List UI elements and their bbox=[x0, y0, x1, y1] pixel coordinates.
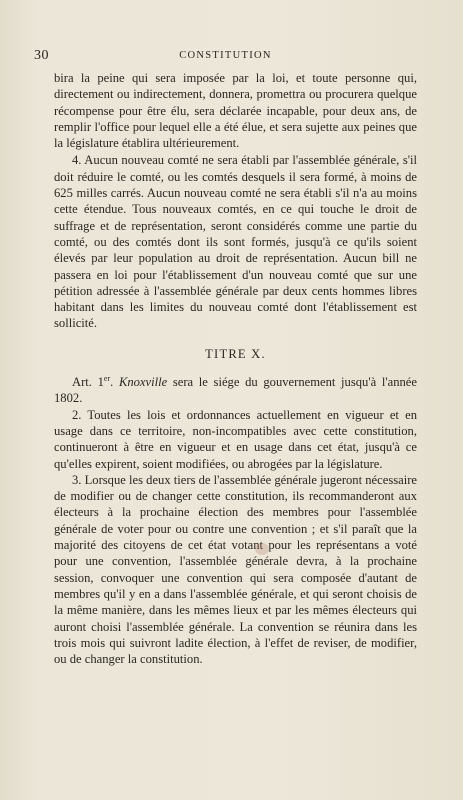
running-title: CONSTITUTION bbox=[179, 50, 272, 61]
article-1-text: sera le siége du gouvernement jusqu'à l'année 1802. bbox=[54, 375, 417, 406]
paragraph-article-2: 2. Toutes les lois et ordonnances actuellement en vigueur et en usage dans ce territoire, non-incompatibles avec cette constitution, continueront à être en vigueur et en usage dans cet état, jusqu'à ce qu'elles expirent, soient modifiées, ou abrogées par la législature. bbox=[54, 407, 417, 471]
section-heading: TITRE X. bbox=[205, 346, 266, 361]
page-body bbox=[54, 70, 417, 667]
paragraph-article-4: 4. Aucun nouveau comté ne sera établi par l'assemblée générale, s'il doit réduire le comté, ou les comtés desquels il sera formé, à moins de 625 milles carrés. Aucun nouveau comté ne sera établi s'il n'a au moins cette étendue. Tous nouveaux comtés, en ce qui touche le droit de suffrage et de représentation, seront considérés comme une partie du comté, ou des comtés dont ils sont formés, jusqu'à ce qu'ils soient élevés par leur population au droit de représentation. Aucun bill ne passera en loi pour l'établissement d'un nouveau comté que sur une pétition adressée à l'assemblée générale par deux cents hommes libres habitant dans les limites du nouveau comté dont l'établissement est sollicité. bbox=[54, 153, 417, 331]
article-1-label: Art. 1er. bbox=[72, 373, 119, 390]
paragraph-article-1 bbox=[54, 374, 417, 407]
paper-stain bbox=[255, 543, 269, 555]
paragraph-article-3: 3. Lorsque les deux tiers de l'assemblée générale jugeront nécessaire de modifier ou de changer cette constitution, ils recommanderont aux électeurs à la prochaine élection des membres pour l'assemblée générale de voter pour ou contre une convention ; et s'il paraît que la majorité des citoyens de cet état votant pour les représentans a voté pour une convention, l'assemblée générale devra, à la prochaine session, convoquer une convention qui sera composée d'autant de membres qu'il y en a dans l'assemblée générale, et qui seront choisis de la même manière, dans les mêmes lieux et par les mêmes électeurs qui auront choisi l'assemblée générale. La convention se réunira dans les trois mois qui suivront ladite élection, à l'effet de reviser, de modifier, ou de changer la constitution. bbox=[54, 472, 417, 667]
paragraph-continuation: bira la peine qui sera imposée par la loi, et toute personne qui, directement ou indirectement, donnera, promettra ou procurera quelque récompense pour être élu, sera déclarée incapable, pour deux ans, de remplir l'office pour lequel elle a été élue, et sera sujette aux peines que la législature établira ultérieurement. bbox=[54, 71, 417, 151]
page-header bbox=[34, 48, 417, 64]
article-1-place: Knoxville bbox=[118, 375, 168, 390]
page-number: 30 bbox=[34, 48, 49, 63]
